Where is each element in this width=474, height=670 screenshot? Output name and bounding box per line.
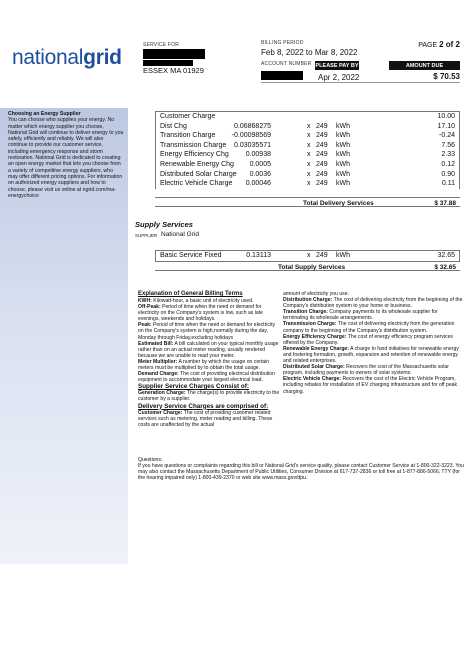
charge-amount: 17.10 [437,122,455,130]
charge-label: Electric Vehicle Charge [160,180,233,188]
billing-terms-heading: Explanation of General Billing Terms [138,291,243,297]
term-entry [283,321,463,333]
supplier-label: SUPPLIER [135,233,158,238]
delivery-total-value: $ 37.88 [434,199,456,207]
delivery-total-row [155,197,460,207]
term-entry [138,322,282,340]
charge-amount: 7.56 [441,141,455,149]
billing-terms-column-1 [138,290,282,428]
charge-multiply: x [307,122,311,130]
charge-unit: kWh [336,180,350,188]
term-entry [283,364,463,376]
term-definition: The cost of delivering electricity from the generation company to the beginning of the Company's distribution system. [283,321,455,334]
term-name: Renewable Energy Charge: [283,345,349,352]
billing-terms-column-2 [283,291,463,395]
term-name: Off-Peak: [138,304,161,311]
charge-unit: kWh [336,132,350,140]
energy-supplier-body: You can choose who supplies your energy. No matter which energy supplier you choose, National Grid will continue to deliver energy to you safely, efficiently and reliably. We will also continue to provide our customer service, including emergency response and storm restoration. National Grid is dedicated to creating an open energy market that lets you choose from a variety of competitive energy suppliers, who may offer different pricing options. For information on authorized energy suppliers and how to choose, please visit us online at ngrid.com/ma-energychoice [8,117,124,199]
charge-amount: 10.00 [437,113,455,120]
term-entry [283,309,463,321]
charge-unit: kWh [336,170,350,178]
term-entry [138,359,282,371]
term-name: Distributed Solar Charge: [283,364,345,371]
term-definition: The cost of energy efficiency program services offered by the Company. [283,333,453,346]
term-definition: The cost of providing customer related services such as metering, meter reading and billing. These costs are unaffected by the actual [138,409,273,428]
term-name: Distribution Charge: [283,297,333,304]
supplier-name: National Grid [161,231,199,238]
term-name: Customer Charge: [138,409,183,416]
charge-label: Dist Chg [160,122,187,130]
billing-terms-list [138,298,282,383]
term-entry [283,334,463,346]
term-definition: The cost of delivering electricity from the beginning of the Company's distribution system to your home or business. [283,297,463,310]
charge-rate: -0.00098569 [231,132,271,140]
term-name: Demand Charge: [138,371,179,378]
charge-row [156,160,459,170]
term-name: Energy Efficiency Charge: [283,333,347,340]
term-entry [283,297,463,309]
charge-quantity: 249 [316,151,328,159]
charge-rate: 0.0005 [249,160,271,168]
term-entry [138,371,282,383]
charge-unit: kWh [336,122,350,130]
redacted-account-number [261,71,303,80]
questions-body: If you have questions or complaints regarding this bill or National Grid's service quality, please contact Customer Service at 1-800-322-3223. You may also contact the Massachusetts Department of Public Utilities, Consumer Division at 617-737-2836 or toll free at 1-877-886-5066, TTY (for the hearing impaired only) 1-800-439-2370 or web site www.mass.gov/dpu. [138,463,464,482]
term-entry [138,390,282,402]
supplier-charges-heading: Supplier Service Charges Consist of: [138,383,249,391]
charge-row [156,251,459,261]
service-city: ESSEX MA 01929 [143,66,204,75]
charge-rate: 0.00046 [245,180,271,188]
charge-multiply: x [307,132,311,140]
charge-label: Energy Efficiency Chg [160,151,229,159]
term-definition: Company payments to its wholesale supplier for terminating its wholesale arrangements. [283,309,438,322]
charge-quantity: 249 [316,252,328,259]
charge-label: Transition Charge [160,132,216,140]
term-entry [283,376,463,394]
charge-multiply: x [307,141,311,149]
charge-row [156,122,459,132]
term-definition: Period of time when the need or demand for electricity on the Company's system is low, such as late evenings, weekends and holidays. [138,304,263,323]
charge-multiply: x [307,151,311,159]
term-entry [138,304,282,322]
supply-services-title: Supply Services [135,220,193,229]
term-name: Peak: [138,322,152,329]
charge-multiply: x [307,180,311,188]
charge-row [156,131,459,141]
charge-rate: 0.13113 [246,252,271,259]
charge-row [156,141,459,151]
energy-supplier-note [8,111,124,199]
amount-due-label: AMOUNT DUE [389,61,460,70]
term-definition: Period of time when the need or demand for electricity on the Company's system is high,normally during the day, Monday through Friday,excluding holidays [138,322,276,341]
term-name: Generation Charge: [138,390,186,397]
charge-quantity: 249 [316,160,328,168]
term-definition: A bill calculated on your typical monthly usage rather than on an actual meter reading, usually rendered because we are unable to read your meter. [138,340,279,359]
supply-charges-table [155,250,460,261]
charge-unit: kWh [336,151,350,159]
charge-multiply: x [307,252,311,259]
term-definition: amount of electricity you use. [283,291,349,297]
charge-rate: 0.03035571 [234,141,271,149]
charge-rate: 0.0036 [249,170,271,178]
delivery-charges-table [155,111,460,189]
term-definition: The charge(s) to provide electricity to the customer by a supplier. [138,390,280,403]
term-definition: Recovers the cost of the Electric Vehicle Program, including rebates for installation of EV charging infrastructure and for off peak charging. [283,376,458,395]
term-definition: Kilowatt-hour, a basic unit of electricity used. [151,298,254,304]
charge-label: Renewable Energy Chg [160,160,234,168]
charge-unit: kWh [336,141,350,149]
charge-quantity: 249 [316,170,328,178]
charge-rate: 0.06868275 [234,122,271,130]
charge-rate: 0.00938 [245,151,271,159]
charge-label: Customer Charge [160,113,216,120]
charge-label: Distributed Solar Charge [160,170,237,178]
energy-supplier-title: Choosing an Energy Supplier [8,111,81,117]
charge-amount: 2.33 [441,151,455,159]
charge-label: Basic Service Fixed [160,252,222,259]
questions-heading: Questions: [138,457,163,463]
charge-quantity: 249 [316,132,328,140]
term-name: Electric Vehicle Charge: [283,376,342,383]
term-entry [138,410,282,428]
term-definition: A number by which the usage on certain meters must be multiplied by to obtain the total usage. [138,358,270,372]
term-definition: Recovers the cost of the Massachusetts solar program, including payments to owners of solar systems. [283,364,449,377]
term-name: Meter Multiplier: [138,358,178,365]
charge-unit: kWh [336,160,350,168]
charge-unit: kWh [336,252,350,259]
page-indicator: PAGE 2 of 2 [418,40,460,49]
term-definition: A charge to fund initiatives for renewable energy and fostering formation, growth, expansion and retention of renewable energy and related enterprises. [283,345,459,365]
delivery-total-label: Total Delivery Services [303,199,374,207]
term-name: Transition Charge: [283,309,329,316]
term-entry [283,346,463,364]
charge-row [156,112,459,122]
charge-amount: 0.12 [441,160,455,168]
charge-amount: 32.65 [437,252,455,259]
delivery-charges-heading: Delivery Service Charges are comprised of: [138,402,269,410]
charge-amount: -0.24 [439,132,455,140]
term-name: Estimated Bill: [138,340,174,347]
questions-section [138,457,468,481]
charge-quantity: 249 [316,122,328,130]
please-pay-by-label: PLEASE PAY BY [315,63,359,69]
charge-label: Transmission Charge [160,141,227,149]
charge-amount: 0.11 [441,180,455,188]
charge-row [156,150,459,160]
national-grid-logo: nationalgrid [12,46,122,69]
supply-total-value: $ 32.65 [434,263,456,271]
redacted-name [143,49,205,59]
charge-amount: 0.90 [441,170,455,178]
charge-multiply: x [307,170,311,178]
charge-quantity: 249 [316,141,328,149]
term-name: KWH: [138,298,152,304]
billing-period: Feb 8, 2022 to Mar 8, 2022 [261,48,358,57]
charge-row [156,179,459,189]
pay-by-date: Apr 2, 2022 [318,73,360,82]
billing-period-label: BILLING PERIOD [261,40,304,46]
supplier-charges-list [138,390,282,402]
delivery-charges-list [138,410,282,428]
charge-quantity: 249 [316,180,328,188]
service-for-label: SERVICE FOR [143,42,180,48]
term-name: Transmission Charge: [283,321,337,328]
amount-due-value: $ 70.53 [433,72,460,81]
header-divider [261,82,460,83]
supply-total-row [155,261,460,271]
account-number-label: ACCOUNT NUMBER [261,61,312,67]
charge-multiply: x [307,160,311,168]
term-definition: The cost of providing electrical distribution equipment to accommodate your largest electrical load. [138,371,275,384]
supply-total-label: Total Supply Services [278,263,346,271]
charge-row [156,170,459,180]
term-entry [138,341,282,359]
